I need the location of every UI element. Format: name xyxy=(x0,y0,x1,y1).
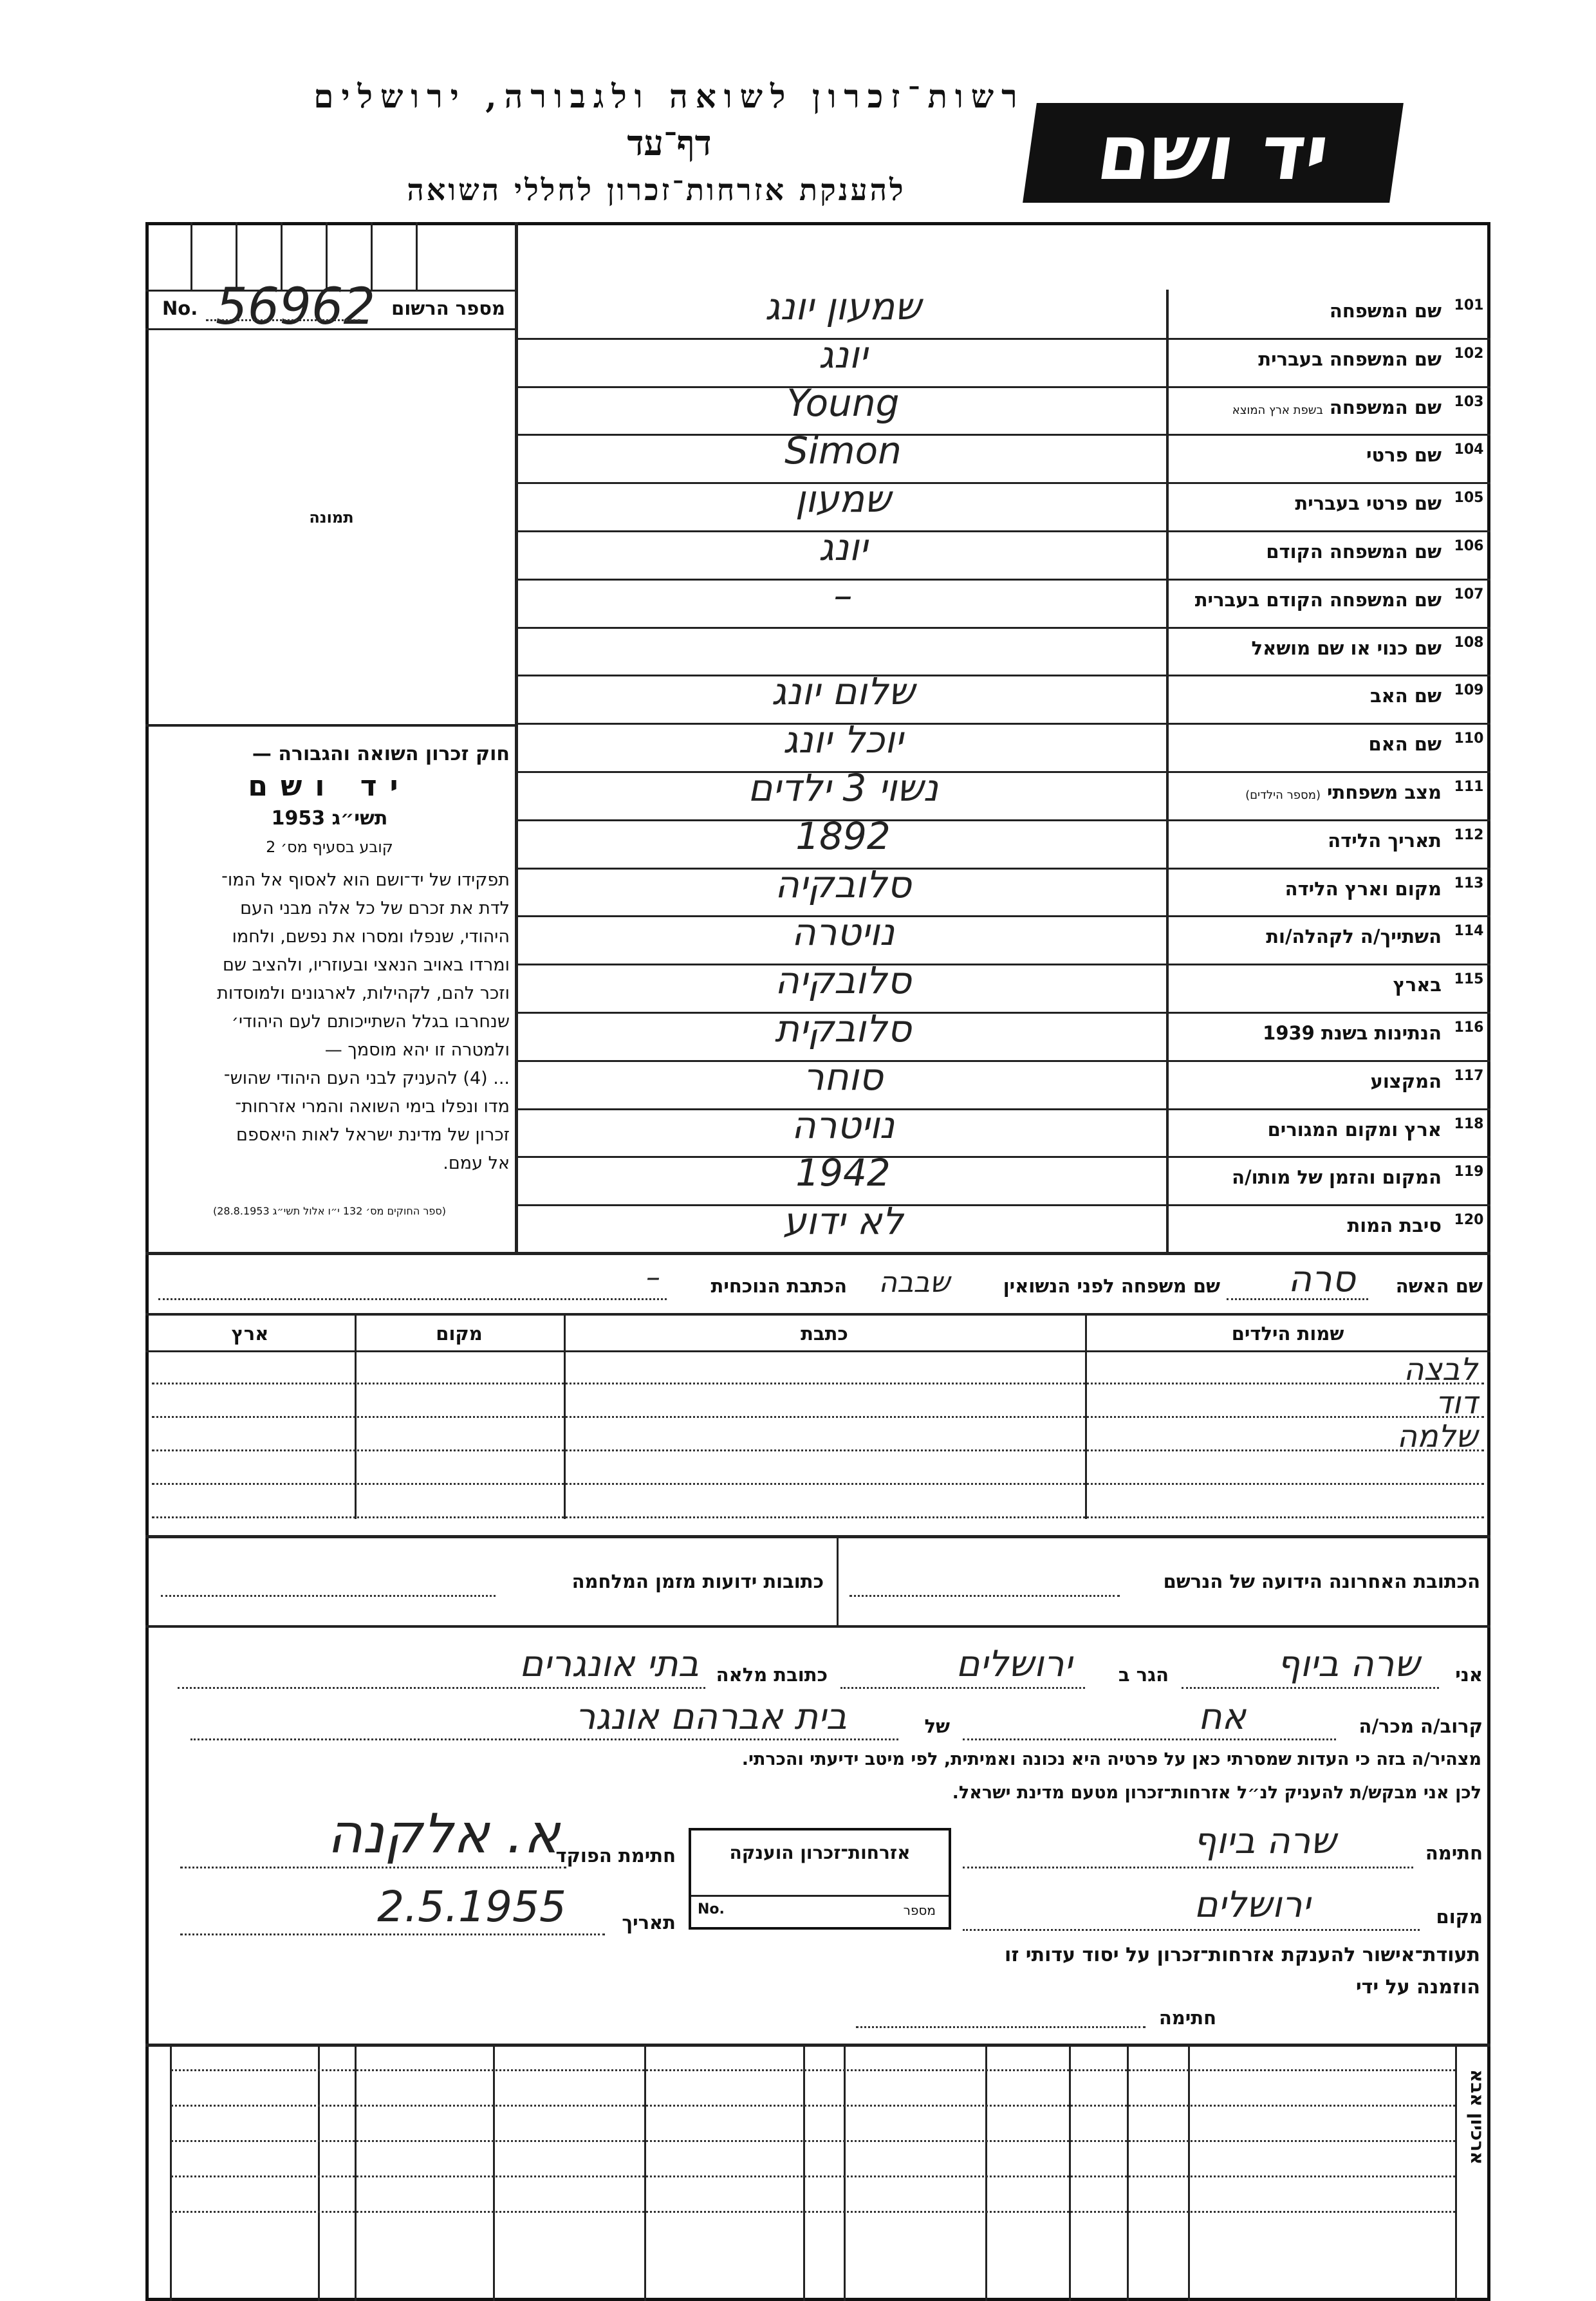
declarant-signature[interactable]: שרה ביוף xyxy=(1193,1820,1336,1862)
law-box xyxy=(149,740,510,1225)
children-header-names: שמות הילדים xyxy=(1231,1323,1344,1345)
bottom-grid xyxy=(145,2044,1490,2301)
law-line: לדת את זכרם של כל אלה מבני העם xyxy=(240,899,510,918)
declarant-resident[interactable]: ירושלים xyxy=(956,1643,1072,1685)
field-label xyxy=(1171,589,1442,611)
law-line: אל עמם. xyxy=(443,1153,510,1173)
field-value[interactable]: נשוי 3 ילדים xyxy=(748,766,938,810)
declarant-resident-label: הגר ב xyxy=(1118,1664,1169,1686)
field-label xyxy=(1171,685,1442,707)
field-value[interactable]: שלום יונג xyxy=(771,669,915,714)
photo-label: תמונה xyxy=(309,508,354,526)
law-line: ולמטרה זו יהא מוסמך — xyxy=(324,1040,510,1060)
relative-label: קרוב/ה מכר/ה xyxy=(1359,1715,1483,1737)
field-value[interactable]: סוחר xyxy=(803,1054,884,1099)
header-org: רשות־זכרון לשואה ולגבורה, ירושלים xyxy=(313,77,1025,115)
field-label xyxy=(1171,1070,1442,1092)
field-label xyxy=(1171,1166,1442,1188)
officer-sign-row xyxy=(154,1802,682,1873)
stamp-title: אזרחות־זכרון הוענקה xyxy=(729,1842,911,1863)
field-value[interactable]: נויטרה xyxy=(791,1103,895,1147)
officer-date-row xyxy=(154,1879,682,1937)
field-label xyxy=(1171,1215,1442,1236)
certificate-line-2: הוזמנה על ידי xyxy=(1355,1976,1480,1998)
last-known-address-label: הכתובת האחרונה הידועה של הנרשם xyxy=(1163,1570,1480,1592)
wife-name[interactable]: סרה xyxy=(1288,1258,1355,1300)
field-value[interactable]: סלובקיה xyxy=(775,958,911,1003)
law-section: קובע בסעיף מס׳ 2 xyxy=(266,838,393,856)
field-number: 112 xyxy=(1454,826,1484,843)
field-value[interactable]: יונג xyxy=(819,332,868,377)
law-line: מדו ונפלו בימי השואה והמרי אזרחות־ xyxy=(235,1097,510,1117)
law-year: תשי״ג 1953 xyxy=(271,807,388,830)
relative-value[interactable]: אח xyxy=(1198,1696,1246,1738)
registry-number-area xyxy=(154,278,512,336)
field-label-text: שם המשפחה xyxy=(1329,300,1442,322)
current-address[interactable]: – xyxy=(646,1261,660,1294)
field-number: 107 xyxy=(1454,586,1484,602)
field-number: 116 xyxy=(1454,1020,1484,1036)
law-name: יד ושם xyxy=(248,770,411,803)
field-label xyxy=(1171,974,1442,996)
children-table xyxy=(145,1313,1490,1519)
certificate-sign-row xyxy=(837,1995,1223,2034)
declarant-i-label: אני xyxy=(1455,1664,1483,1686)
field-label xyxy=(1171,444,1442,466)
form-subtitle: להענקת אזרחות־זכרון לחללי השואה xyxy=(407,172,906,207)
law-line: ... (4) להעניק לבני העם היהודי שהוש־ xyxy=(223,1068,510,1088)
field-value[interactable]: שמעון xyxy=(795,477,891,521)
field-label-text: בארץ xyxy=(1393,974,1442,996)
form-title: דף־עד xyxy=(627,122,712,163)
field-number: 118 xyxy=(1454,1115,1484,1132)
declarant-name[interactable]: שרה ביוף xyxy=(1277,1643,1420,1685)
law-title: חוק זכרון השואה והגבורה — xyxy=(252,743,510,765)
field-label-text: מקום וארץ הלידה xyxy=(1285,877,1442,900)
declarant-place-row xyxy=(940,1883,1490,1934)
field-number: 110 xyxy=(1454,731,1484,747)
field-label-text: הנתינות בשנת 1939 xyxy=(1263,1022,1442,1044)
of-label: של xyxy=(924,1715,950,1737)
field-number: 105 xyxy=(1454,490,1484,507)
law-line: ומרדו באויב הנאצי ובעוזריו, ולהציב שם xyxy=(222,955,510,975)
child-row-line xyxy=(152,1516,1484,1518)
field-number: 114 xyxy=(1454,923,1484,940)
field-label-text: תאריך הלידה xyxy=(1328,829,1442,852)
field-label-text: שם פרטי xyxy=(1366,444,1442,467)
field-label-text: ארץ ומקום המגורים xyxy=(1267,1118,1442,1141)
field-number: 115 xyxy=(1454,971,1484,988)
child-row-line xyxy=(152,1483,1484,1485)
maiden-name-label: שם משפחה לפני הנשואין xyxy=(1003,1275,1220,1297)
field-label-note: בשפת ארץ המוצא xyxy=(1232,403,1323,417)
declarant-sign-label: חתימה xyxy=(1425,1842,1483,1864)
declarant-address-label: כתובת מלאה xyxy=(716,1664,828,1686)
wife-row xyxy=(145,1252,1490,1313)
field-number: 106 xyxy=(1454,538,1484,554)
field-number: 103 xyxy=(1454,393,1484,410)
field-label-text: המקצוע xyxy=(1370,1070,1442,1092)
declaration-line-1: מצהיר/ה בזה כי העדות שמסרתי כאן על פרטיה היא נכונה ואמיתית, לפי מיטב ידיעתי והכרתי. xyxy=(741,1749,1481,1769)
field-value[interactable]: נויטרה xyxy=(791,910,895,955)
field-label-text: מצב משפחתי xyxy=(1326,781,1442,803)
registry-number: 56962 xyxy=(216,278,376,336)
field-label-text: השתייך/ה לקהלה/ות xyxy=(1266,926,1442,948)
child-name[interactable]: שלמה xyxy=(1396,1419,1478,1455)
field-label xyxy=(1171,541,1442,563)
wife-label: שם האשה xyxy=(1395,1275,1483,1297)
field-label xyxy=(1171,830,1442,852)
registry-label: מספר הרשום xyxy=(391,297,505,319)
field-number: 104 xyxy=(1454,442,1484,458)
law-footnote: (ספר החוקים מס׳ 132 י״ו אלול תשי״ג 28.8.1953) xyxy=(212,1205,447,1217)
yad-vashem-logo xyxy=(1023,103,1404,203)
field-value[interactable]: סלובקית xyxy=(774,1007,912,1050)
field-label xyxy=(1171,492,1442,514)
field-label-text: שם המשפחה הקודם xyxy=(1266,541,1442,563)
declarant-place-label: מקום xyxy=(1436,1906,1483,1928)
field-label-text: המקום והזמן של מותו/ה xyxy=(1232,1166,1442,1189)
field-label-text: שם האב xyxy=(1369,685,1442,707)
field-value[interactable]: Simon xyxy=(784,429,902,473)
law-line: שנחרבו בגלל השתייכותם לעם היהודי׳ xyxy=(231,1012,510,1032)
current-address-label: הכתבת הנוכחית xyxy=(710,1275,847,1297)
law-line: תפקידו של יד־ושם הוא לאסוף אל המו־ xyxy=(221,870,510,890)
officer-date[interactable]: 2.5.1955 xyxy=(377,1882,566,1932)
children-header-place: מקום xyxy=(436,1323,483,1345)
field-value[interactable]: יונג xyxy=(819,525,868,569)
field-label xyxy=(1171,878,1442,900)
registry-no-prefix: No. xyxy=(162,297,198,319)
field-label-text: שם כנוי או שם מושאל xyxy=(1251,637,1442,659)
field-number: 102 xyxy=(1454,345,1484,362)
child-name[interactable]: לבצה xyxy=(1404,1352,1478,1388)
field-value[interactable]: לא ידוע xyxy=(783,1199,904,1244)
field-number: 109 xyxy=(1454,682,1484,699)
of-value[interactable]: בית אברהם אונגר xyxy=(575,1696,847,1738)
field-number: 120 xyxy=(1454,1212,1484,1229)
declarant-place[interactable]: ירושלים xyxy=(1194,1884,1310,1926)
officer-sign-label: חתימת הפוקד xyxy=(555,1845,676,1867)
field-number: 113 xyxy=(1454,875,1484,891)
certificate-line-1: תעודת־אישור להענקת אזרחות־זכרון על יסוד עדותי זו xyxy=(1005,1944,1480,1966)
field-label-note: (מספר הילדים) xyxy=(1245,788,1321,802)
field-label xyxy=(1171,348,1442,370)
field-label-text: שם האם xyxy=(1368,733,1442,756)
left-column-divider xyxy=(515,222,518,1252)
logo-text: יד ושם xyxy=(1091,108,1335,197)
war-address-label: כתובות ידועות מזמן המלחמה xyxy=(571,1570,824,1592)
field-label xyxy=(1171,1119,1442,1141)
officer-signature[interactable]: א. אלקנה xyxy=(327,1802,560,1865)
declarant-line2 xyxy=(145,1696,1490,1744)
field-label xyxy=(1171,781,1442,803)
declarant-sign-row xyxy=(940,1815,1490,1873)
stamp-no-label: No. xyxy=(698,1901,725,1917)
stamp-no-hebrew: מספר xyxy=(903,1903,936,1918)
field-number: 101 xyxy=(1454,297,1484,313)
field-number: 117 xyxy=(1454,1067,1484,1084)
field-label-text: שם המשפחה xyxy=(1329,396,1442,418)
declarant-line1 xyxy=(145,1638,1490,1693)
field-number: 119 xyxy=(1454,1164,1484,1180)
officer-date-label: תאריך xyxy=(622,1912,676,1933)
law-line: וזכר להם, לקהילות, לארגונים ולמוסדות xyxy=(217,983,510,1003)
field-value[interactable]: שמעון יונג xyxy=(765,284,922,328)
field-label-text: שם המשפחה הקודם בעברית xyxy=(1194,588,1442,611)
granted-stamp xyxy=(689,1828,951,1930)
field-value[interactable]: סלובקיה xyxy=(775,862,911,906)
field-label xyxy=(1171,637,1442,659)
field-label xyxy=(1171,733,1442,755)
field-value[interactable]: יוכל יונג xyxy=(783,718,904,762)
field-label xyxy=(1171,1022,1442,1044)
field-value[interactable]: – xyxy=(833,573,853,617)
field-label-text: שם המשפחה בעברית xyxy=(1258,348,1442,370)
field-row-divider xyxy=(515,627,1490,629)
children-header-address: כתבת xyxy=(801,1323,848,1345)
law-line: היהודי, שנפלו ומסרו את נפשם, ולחמו xyxy=(232,927,510,947)
field-label xyxy=(1171,926,1442,947)
field-value[interactable]: 1942 xyxy=(795,1151,891,1195)
archive-stamp: ארכיון אבא xyxy=(1467,2069,1488,2165)
certificate-sign-label: חתימה xyxy=(1158,2007,1216,2029)
field-label-text: סיבת המות xyxy=(1347,1215,1442,1237)
children-header-country: ארץ xyxy=(231,1323,269,1345)
child-name[interactable]: דוד xyxy=(1435,1385,1478,1421)
declaration-line-2: לכן אני מבקש/ת להעניק לנ״ל אזרחות־זכרון מטעם מדינת ישראל. xyxy=(952,1783,1481,1803)
field-value[interactable]: Young xyxy=(786,380,900,425)
field-number: 111 xyxy=(1454,779,1484,795)
law-line: זכרון של מדינת ישראל לאות היאספם xyxy=(236,1125,510,1145)
field-value[interactable]: 1892 xyxy=(795,814,891,858)
field-label-text: שם פרטי בעברית xyxy=(1295,492,1442,515)
field-label xyxy=(1171,300,1442,322)
declarant-address[interactable]: בתי אונגרים xyxy=(519,1643,699,1685)
field-label xyxy=(1171,396,1442,418)
maiden-name[interactable]: שבבה xyxy=(878,1266,950,1299)
field-number: 108 xyxy=(1454,634,1484,651)
